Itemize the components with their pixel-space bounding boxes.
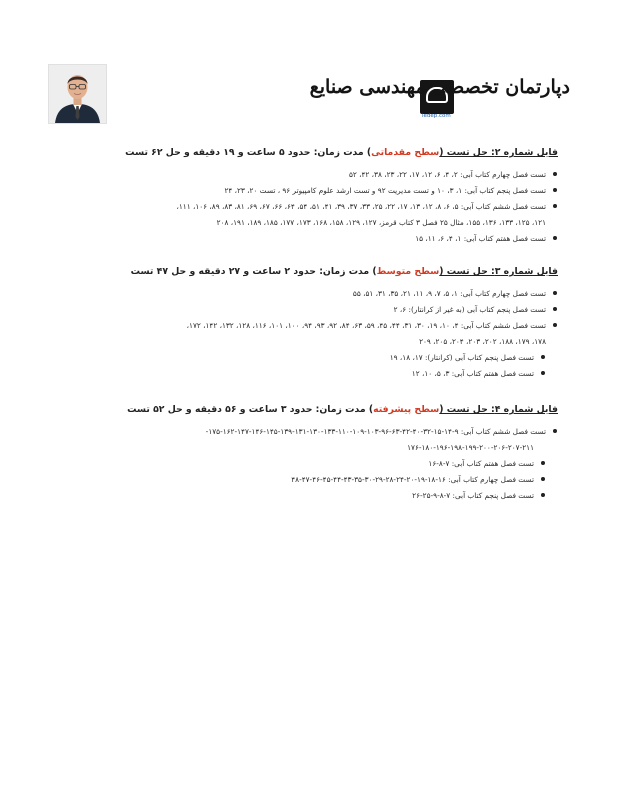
list-item: تست فصل پنجم کتاب آبی (به غیر از کرانتار): ۶، ۲ [58, 302, 558, 318]
list-item: تست فصل ششم کتاب آبی: ۹-۱۴-۱۵-۳۲-۴۰-۴۲-۶۳-۹۶-۱۰۳-۱۰۹-۱۱۰-۱۳۳-۱۳۰-۱۳۱-۱۳۹-۱۴۵-۱۴۶-۱۴۷-۱۶۲-۱۷۵- [58, 424, 558, 440]
list-item: تست فصل هفتم کتاب آبی: ۳، ۵، ۱۰، ۱۲ [58, 366, 558, 382]
section-file-4 [58, 403, 558, 504]
list-item: تست فصل ششم کتاب آبی: ۴، ۱۰، ۱۹، ۳۰، ۳۱، ۴۴، ۴۵، ۵۹، ۶۳، ۸۴، ۹۲، ۹۳، ۹۴، ۱۰۰، ۱۰۱، ۱۱۶، ۱۲۸، ۱۳۲، ۱۴۲، ۱۷۲، [58, 318, 558, 334]
logo-text: دپارتمان تخصصی مهندسی صنایع [309, 76, 570, 98]
list-item: تست فصل پنجم کتاب آبی: ۷-۸-۹-۲۵-۲۶ [58, 488, 558, 504]
list-item-continuation: ۱۷۸، ۱۷۹، ۱۸۸، ۲۰۲، ۲۰۳، ۲۰۴، ۲۰۵، ۲۰۹ [419, 337, 546, 346]
section-file-2 [58, 146, 558, 247]
test-list [58, 286, 558, 382]
list-item: تست فصل چهارم کتاب آبی: ۱۶-۱۸-۱۹-۲۰-۲۴-۲۸-۲۹-۳۰-۳۵-۴۳-۴۴-۴۵-۴۶-۴۷-۴۸ [58, 472, 558, 488]
list-item: تست فصل چهارم کتاب آبی: ۱، ۵، ۷، ۹، ۱۱، ۲۱، ۳۵، ۳۱، ۵۱، ۵۵ [58, 286, 558, 302]
list-item-continuation: ۱۲۱، ۱۲۵، ۱۳۳، ۱۳۶، ۱۵۵، مثال ۲۵ فصل ۳ کتاب قرمز، ۱۲۷، ۱۲۹، ۱۵۸، ۱۶۸، ۱۷۳، ۱۷۷، ۱۸۵، ۱۸۹، ۱۹۱، ۲۰۸ [216, 218, 546, 227]
list-item: تست فصل هفتم کتاب آبی: ۱، ۴، ۶، ۱۱، ۱۵ [58, 231, 558, 247]
section-title [58, 403, 558, 417]
level-label: سطح پیشرفته [373, 404, 440, 415]
person-photo-icon [49, 65, 106, 123]
title-suffix: ) مدت زمان: حدود ۵ ساعت و ۱۹ دقیقه و حل ۶۲ تست [125, 147, 372, 158]
test-list [58, 167, 558, 247]
list-item: تست فصل ششم کتاب آبی: ۵، ۶، ۸، ۱۲، ۱۳، ۱۷، ۲۲، ۲۵، ۳۳، ۳۷، ۳۹، ۴۱، ۵۱، ۵۴، ۶۴، ۶۶، ۶۷، ۶۹، ۸۱، ۸۳، ۸۹، ۱۰۶، ۱۱۱، [58, 199, 558, 215]
test-list [58, 424, 558, 504]
list-item: تست فصل پنجم کتاب آبی: ۱، ۳، ۱۰ و تست مدیریت ۹۲ و تست ارشد علوم کامپیوتر ۹۶ ، تست ۲۰، ۲۳، ۲۴ [58, 183, 558, 199]
list-item: تست فصل پنجم کتاب آبی (کرانتار): ۱۷، ۱۸، ۱۹ [58, 350, 558, 366]
title-prefix: فایل شماره ۲: حل تست ( [439, 147, 558, 158]
section-title [58, 146, 558, 160]
level-label: سطح متوسط [376, 266, 440, 277]
level-label: سطح مقدماتی [371, 147, 440, 158]
section-file-3 [58, 265, 558, 382]
company-logo [309, 76, 570, 122]
list-item: تست فصل چهارم کتاب آبی: ۲، ۴، ۶، ۱۲، ۱۷، ۲۲، ۲۳، ۳۸، ۴۲، ۵۲ [58, 167, 558, 183]
list-item-continuation: ۱۷۶-۱۸۰-۱۹۶-۱۹۸-۱۹۹-۲۰۰-۲۰۶-۲۰۷-۲۱۱ [407, 443, 534, 452]
author-photo [48, 64, 107, 124]
logo-url: iedep.com [422, 113, 451, 119]
section-title [58, 265, 558, 279]
title-prefix: فایل شماره ۴: حل تست ( [439, 404, 558, 415]
title-suffix: ) مدت زمان: حدود ۲ ساعت و ۲۷ دقیقه و حل ۴۷ تست [130, 266, 377, 277]
title-prefix: فایل شماره ۳: حل تست ( [439, 266, 558, 277]
title-suffix: ) مدت زمان: حدود ۳ ساعت و ۵۶ دقیقه و حل ۵۲ تست [127, 404, 374, 415]
list-item: تست فصل هفتم کتاب آبی: ۷-۸-۱۶ [58, 456, 558, 472]
